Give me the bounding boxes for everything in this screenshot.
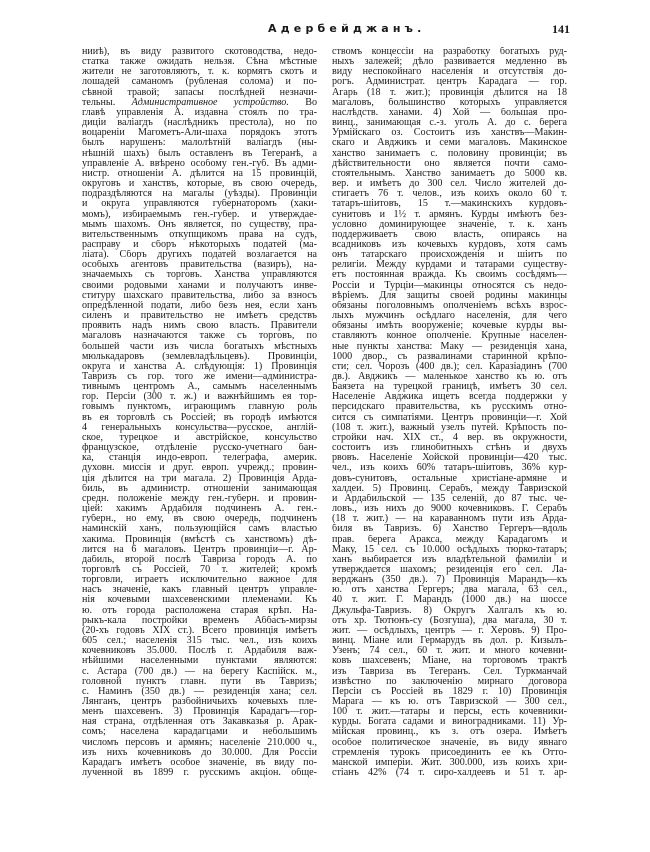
text-line: нииѣ), въ виду развитого скотоводства, недо- [82,47,317,57]
text-line: лученной въ 1899 г. русскимъ акціон. обще- [82,768,317,779]
text-line: кочевниковъ 35.000. Послѣ г. Ардабиля важ- [82,646,317,657]
page-title: Адербейджанъ. [268,22,426,35]
text-line: магаловъ назначаются также съ торговъ, по [82,331,317,342]
text-line: мымъ шахомъ. Онъ является, по существу, пра- [82,219,317,230]
text-line: (20-хъ годовъ XIX ст.). Всего провинція имѣетъ [82,625,317,636]
text-line: ханство занимаетъ с. половину провинціи; въ [332,148,567,159]
text-line: с. Наминъ (350 дв.) — резиденція хана; сел. [82,686,317,697]
text-line: с. Астара (700 дв.) — на берегу Каспійск. м., [82,666,317,677]
text-line: татаръ-шіитовъ, 15 т.—макинскихъ курдовъ- [332,199,567,210]
text-line: ставляютъ конное ополченіе. Крупные населен- [332,331,567,342]
text-line: Марага — къ ю. отъ Тавризской — 300 сел., [332,697,567,707]
text-line: торговлѣ съ Россіей, 70 т. жителей; кромѣ [82,564,317,575]
text-line: ловъ., изъ нихъ до 9000 кочевниковъ. Г. Серабъ [332,504,567,515]
text-line: ституру шахскаго правительства, либо за взносъ [82,290,317,301]
text-line: своими родовыми ханами и получаютъ инве- [82,280,317,291]
text-line: виду неспокойнаго населенія и отсутствія до- [332,67,567,78]
text-line: ная страна, отдѣленная отъ Закавказья р. Арак- [82,717,317,728]
text-line: сѣвной травой; запасы послѣдней незначи- [82,87,317,98]
text-line: гор. Персіи (300 т. ж.) и важнѣйшимъ ея тор- [82,392,317,403]
text-line: 100 т. жит.—татары и персы, есть кочевники- [332,707,567,718]
text-line: ковъ шахсевенъ; Міане, на торговомъ трактѣ [332,656,567,667]
text-line: ныхъ залежей; дѣло развивается медленно въ [332,57,567,68]
text-line: говымъ пунктомъ, играющимъ главную роль [82,402,317,413]
text-line: стройки нач. XIX ст., 4 вер. въ окружности, [332,432,567,443]
text-line: верджанъ (350 дв.). 7) Провинція Марандъ—къ [332,575,567,586]
text-line: ское, турецкое и австрійское, консульство [82,432,317,443]
text-line: 40 т. жит. Г. Марандъ (1000 дв.) на шоссе [332,595,567,606]
text-line: онъ татарскаго происхожденія и шіитъ по [332,250,567,261]
text-line: Урмійскаго оз. Состоитъ изъ ханствъ—Макин- [332,128,567,139]
text-line: вѣріемъ. Для защиты своей родины макинцы [332,290,567,301]
text-line: мюлькадаровъ (землевладѣльцевъ). Провинціи, [82,351,317,362]
text-line: жит. — осѣдлыхъ, центръ — г. Херовъ. 9) Про- [332,625,567,636]
text-line: въ ея торговлѣ съ Россіей; въ городѣ имѣются [82,412,317,423]
text-line: чел., изъ коихъ 60% татаръ-шіитовъ, 36% кур- [332,463,567,474]
text-line: сунитовъ и 1½ т. армянъ. Курды имѣютъ без- [332,209,567,220]
text-line: рыкъ-кала постройки временъ Аббасъ-мирзы [82,615,317,626]
text-line: дв.). Авджикъ — маленькое ханство къ ю. отъ [332,372,567,382]
text-line: Россіи и Турціи—макинцы относятся съ недо- [332,280,567,291]
text-line: рвовъ. Населеніе Хойской провинціи—420 тыс. [332,453,567,464]
page-number: 141 [552,22,570,36]
text-line: извѣстно по заключенію мирнаго договора [332,676,567,687]
text-line: отъ хр. Тютюнъ-су (Бозгуша), два магала, 30 т. [332,615,567,626]
text-line: обязаны имѣть вооруженіе; кочевые курды вы- [332,321,567,332]
text-line: (108 т. жит.), важный узелъ путей. Крѣпость по- [332,422,567,433]
text-line: винц. Міане или Гермарудъ въ дол. р. Кизылъ- [332,636,567,647]
text-line: мійская провинц., къ з. отъ озера. Имѣетъ [332,727,567,738]
text-line: стіанъ 42% (74 т. сиро-халдеевъ и 51 т. ар- [332,768,567,779]
text-line: Узенъ; 74 сел., 60 т. жит. и много кочевни- [332,646,567,657]
text-line: большей части изъ числа богатыхъ мѣстныхъ [82,341,317,352]
text-column-left [82,47,317,778]
text-line: 1000 двор., съ развалинами старинной крѣпо- [332,351,567,362]
text-line: дѣйствительности оно является почти само- [332,158,567,169]
text-line: изъ нихъ кочевниковъ до 30.000. Для Россіи [82,747,317,758]
text-line: рогъ. Администрат. центръ Карадага — гор. [332,77,567,88]
text-line: ка, станція индо-европ. телеграфа, америк. [82,453,317,464]
text-line: 4 генеральныхъ консульства—русское, англій- [82,422,317,433]
text-line: халдеи. 5) Провинц. Серабъ, между Тавризской [332,483,567,494]
text-line: биля въ Тавризъ. 6) Ханство Гергеръ—вдоль [332,524,567,535]
text-line: утверждается шахомъ; резиденція его сел. Ла- [332,564,567,575]
text-line: ю. отъ ханства Гергеръ; два магала, 63 сел., [332,585,567,596]
text-line: ціей: хакимъ Ардабиля подчиненъ А. ген.- [82,504,317,515]
text-line: ю. отъ города расположена старая крѣп. На- [82,605,317,616]
text-line [82,98,317,108]
text-line: ція дѣлится на три магала. 2) Провинція Арда- [82,473,317,484]
text-line: ствомъ концессіи на разработку богатыхъ руд- [332,47,567,57]
text-line: прав. берега Аракса, между Карадагомъ и [332,534,567,545]
text-line: манской имперіи. Жит. 300.000, изъ коихъ хри- [332,757,567,768]
text-line: и округа управляются губернаторомъ (хаки- [82,199,317,210]
text-line: лится на 6 магаловъ. Центръ провинціи—г. Ар- [82,544,317,555]
text-line: силенъ и правительство не имѣетъ средствъ [82,311,317,322]
text-line: управленіе А. ввѣрено особому ген.-губ. Въ адми- [82,158,317,169]
text-line: дабиль, второй послѣ Тавриза городъ А. по [82,554,317,565]
text-line: курды. Богата садами и виноградниками. 11) Ур- [332,717,567,728]
text-line: условно доминирующее значеніе, т. к. ханъ [332,219,567,230]
text-line: числомъ персовъ и армянъ; населеніе 210.000 ч., [82,737,317,748]
text-line: воцареніи Магометъ-Али-шаха порядокъ этотъ [82,128,317,139]
text-line: сомъ; населена карадагцами и небольшимъ [82,727,317,738]
text-line: менъ шахсевенъ. 3) Провинція Карадагъ—гор- [82,707,317,718]
text-line: наминскій ханъ, пользующійся самъ властью [82,524,317,535]
text-line: лошадей саманомъ (рубленая солома) и по- [82,77,317,88]
text-line: жители не заготовляютъ, т. к. кормятъ скотъ и [82,67,317,78]
text-line: округа и ханства А. слѣдующія: 1) Провинція [82,361,317,372]
text-line: етъ постоянная вражда. Къ своимъ сосѣдямъ— [332,270,567,281]
text-line: главѣ управленія А. издавна стоялъ по тра- [82,107,317,118]
text-line: скаго и Авджикъ и семи магаловъ. Макинское [332,138,567,149]
text-line: нія кочевыми шахсевенскими племенами. Къ [82,595,317,606]
text-line: подраздѣляются на магалы (уѣзды). Провинціи [82,189,317,200]
text-line: наслѣдств. ханами. 4) Хой — большая про- [332,107,567,118]
text-line: тивнымъ центромъ А., самымъ населеннымъ [82,382,317,393]
text-line: Агарь (18 т. жит.); провинція дѣлится на 18 [332,87,567,98]
text-line: сти; сел. Чорозъ (400 дв.); сел. Каразіадинъ (700 [332,361,567,372]
text-line: головной пунктъ главн. пути въ Тавризъ; [82,676,317,687]
text-line: ные пункты ханства: Маку — резиденція хана, [332,341,567,352]
italic-section-heading: Административное устройство. [131,97,289,108]
text-line: Лянганъ, центръ разбойничьихъ кочевыхъ пле- [82,697,317,707]
text-column-right [332,47,567,778]
text-line: обязаны поголовнымъ ополченіемъ всѣхъ взрос- [332,300,567,311]
text-line: особыхъ агентовъ правительства (вазиръ), на- [82,260,317,271]
text-line: религіи. Между курдами и татарами существу- [332,260,567,271]
text-line: нистр. отношеніи А. дѣлится на 15 провинцій, [82,168,317,179]
text-line: вительственнымъ откупщикомъ права на судъ, [82,229,317,240]
text-line: всадниковъ изъ кочевыхъ курдовъ, хотя самъ [332,239,567,250]
text-line: губерн., но ему, въ свою очередь, подчиненъ [82,514,317,525]
text-line: магаловъ, большинство которыхъ управляется [332,97,567,108]
text-line: хакима. Провинція (вмѣстѣ съ ханствомъ) дѣ- [82,534,317,545]
text-line: насъ значеніе, какъ главный центръ управле- [82,585,317,596]
text-line: округовъ и ханствъ, которые, въ свою очередь, [82,179,317,190]
text-line: вер. и имѣетъ до 300 сел. Число жителей до- [332,179,567,190]
text-line: изъ Тавриза въ Тегеранъ. Сел. Туркманчай [332,666,567,677]
text-line: торговли, играетъ исключительно важное для [82,575,317,586]
text-line: проявить надъ нимъ свою власть. Правители [82,321,317,332]
text-line: стремленія турокъ присоединить ее къ Отто- [332,747,567,758]
text-line: (18 т. жит.) — на караванномъ пути изъ Арда- [332,514,567,525]
text-line: былъ нарушенъ: малолѣтній валіагдъ (ны- [82,138,317,149]
text-line: 605 сел.; населенія 315 тыс. чел., изъ коихъ [82,636,317,647]
text-line: и Ардабильской — 135 селеній, до 87 тыс. че- [332,493,567,504]
text-fragment: Во [288,97,317,108]
text-line: Населеніе Авджика ищетъ всегда поддержки у [332,392,567,403]
text-line: стоятельнымъ. Ханство занимаетъ до 5000 кв. [332,168,567,179]
text-line: расправу и сборъ нѣкоторыхъ податей (ма- [82,239,317,250]
text-line: духовн. миссія и друг. европ. учрежд.; провин- [82,463,317,474]
text-line: средн. положеніе между ген.-губерн. и провин- [82,493,317,504]
text-line: нѣйшими населенными пунктами являются: [82,656,317,667]
text-line: состоитъ изъ глинобитныхъ стѣнъ и двухъ [332,443,567,454]
text-line: особое политическое значеніе, въ виду явнаго [332,737,567,748]
text-line: стигаетъ 76 т. челов., изъ коихъ около 60 т. [332,189,567,200]
text-line: Баязета на турецкой границѣ, имѣетъ 30 сел. [332,382,567,393]
text-line: ханъ выбирается изъ владѣтельной фамиліи и [332,554,567,565]
text-line: довъ-сунитовъ, остальные христіане-армяне и [332,473,567,484]
text-line: диціи валіагдъ (наслѣдникъ престола), но по [82,118,317,129]
text-line: статка также ожидать нельзя. Сѣна мѣстные [82,57,317,68]
text-line: персидскаго правительства, къ русскимъ отно- [332,402,567,413]
text-line: Джульфа-Тавризъ. 8) Округъ Халгалъ къ ю. [332,605,567,616]
text-line: значаемыхъ съ торговъ. Ханства управляются [82,270,317,281]
text-line: сится съ симпатіями. Центръ провинціи—г. Хой [332,412,567,423]
text-line: биль, въ администр. отношеніи занимающая [82,483,317,494]
text-line: Тавризъ съ гор. того же имени—администра- [82,372,317,382]
text-line: нѣшній шахъ) былъ оставленъ въ Тегеранѣ, а [82,148,317,159]
text-line: Карадагъ имѣетъ особое значеніе, въ виду по- [82,757,317,768]
text-line: лыхъ мужчинъ осѣдлаго населенія, для чего [332,311,567,322]
text-line: поддерживаетъ свою власть, опираясь на [332,229,567,240]
text-line: ліата). Сборъ другихъ податей возлагается на [82,250,317,261]
text-line: Персіи съ Россіей въ 1829 г. 10) Провинція [332,686,567,697]
text-line: Маку, 15 сел. съ 10.000 осѣдлыхъ тюрко-татаръ; [332,544,567,555]
text-fragment: тельны. [82,97,132,108]
text-line: французское, отдѣленіе русско-учетнаго бан- [82,443,317,454]
text-line: винц., занимающая с.-з. уголъ А. до с. берега [332,118,567,129]
text-line: момъ), избираемымъ ген.-губер. и утверждае- [82,209,317,220]
running-header [0,22,650,38]
text-line: опредѣленной подати, либо безъ нея, если ханъ [82,300,317,311]
